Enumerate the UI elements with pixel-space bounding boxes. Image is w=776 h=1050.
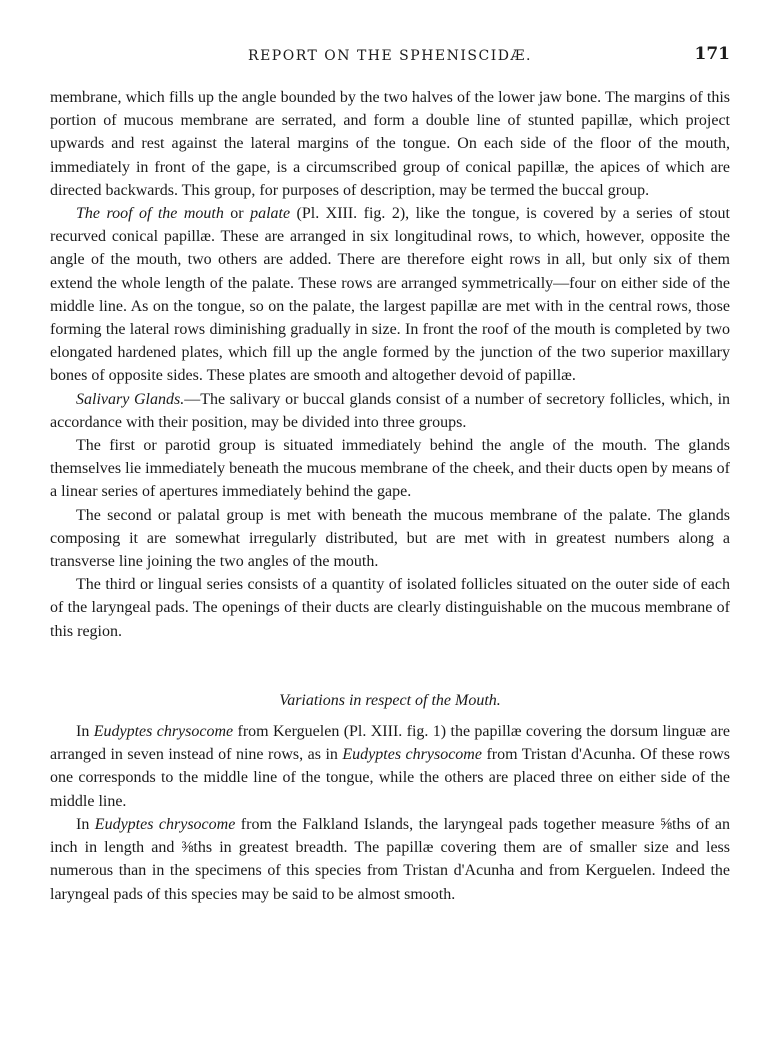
palate-or: or — [223, 205, 251, 223]
paragraph-continuation: membrane, which fills up the angle bounded by the two halves of the lower jaw bone. The margins of this portion of mucous membrane are serrated, and form a double line of stunted papillæ, which project upwards and rest against the lateral margins of the tongue. On each side of the floor of the mouth, immediately in front of the gape, is a circumscribed group of conical papillæ, the apices of which are directed backwards. This group, for purposes of description, may be termed the buccal group. — [50, 89, 730, 199]
body-text — [50, 86, 730, 906]
paragraph-kerguelen — [50, 720, 730, 813]
page-number: 171 — [694, 44, 730, 64]
species-name: Eudyptes chrysocome — [342, 746, 482, 764]
species-name: Eudyptes chrysocome — [94, 815, 236, 833]
salivary-text: —The salivary or buccal glands consist of a number of secretory follicles, which, in accordance with their position, may be divided into three groups. — [50, 390, 731, 431]
paragraph-parotid-group: The first or parotid group is situated immediately behind the angle of the mouth. The glands themselves lie immediately beneath the mucous membrane of the cheek, and their ducts open by means of a linear series of apertures immediately behind the gape. — [50, 437, 730, 501]
salivary-lead-italic: Salivary Glands. — [76, 390, 185, 408]
section-heading: Variations in respect of the Mouth. — [279, 691, 501, 709]
paragraph-palatal-group: The second or palatal group is met with beneath the mucous membrane of the palate. The glands composing it are somewhat irregularly distributed, but are met with in greatest numbers along a transverse line joining the two angles of the mouth. — [50, 506, 730, 571]
palate-text: (Pl. XIII. fig. 2), like the tongue, is covered by a series of stout recurved conical papillæ. These are arranged in six longitudinal rows, to which, however, opposite the angle of the mouth, two others are added. There are therefore eight rows in all, but only six of them extend the whole length of the palate. These rows are arranged symmetrically—four on either side of the middle line. As on the tongue, so on the palate, the largest papillæ are met with in the central rows, those forming the lateral rows diminishing gradually in size. In front the roof of the mouth is completed by two elongated hardened plates, which fill up the angle formed by the junction of the two superior maxillary bones of opposite sides. These plates are smooth and altogether devoid of papillæ. — [50, 205, 730, 385]
kerguelen-text-a: In — [76, 723, 94, 741]
paragraph-salivary-glands — [50, 388, 730, 434]
paragraph-falkland — [50, 813, 730, 906]
paragraph-palate — [50, 202, 730, 388]
species-name: Eudyptes chrysocome — [93, 723, 234, 741]
kerguelen-text-c: from Tristan d'Acunha. Of these rows one corresponds to the middle line of the tongue, while the others are placed three on either side of the middle line. — [50, 746, 731, 810]
page-header — [50, 44, 730, 68]
running-title: REPORT ON THE SPHENISCIDÆ. — [248, 48, 532, 64]
kerguelen-text-b: from Kerguelen (Pl. XIII. fig. 1) the papillæ covering the dorsum linguæ are arranged in seven instead of nine rows, as in — [50, 723, 731, 764]
falkland-text-a: In — [76, 815, 95, 833]
palate-lead-italic: The roof of the mouth — [76, 205, 224, 223]
paragraph-lingual-series: The third or lingual series consists of a quantity of isolated follicles situated on the outer side of each of the laryngeal pads. The openings of their ducts are clearly distinguishable on the mucous membrane of this region. — [50, 576, 730, 640]
falkland-text-b: from the Falkland Islands, the laryngeal pads together measure ⅝ths of an inch in length and ⅜ths in greatest breadth. The papillæ covering them are of smaller size and less numerous than in the specimens of this species from Tristan d'Acunha and from Kerguelen. Indeed the laryngeal pads of this species may be said to be almost smooth. — [50, 815, 731, 903]
palate-lead-italic-2: palate — [250, 205, 291, 223]
